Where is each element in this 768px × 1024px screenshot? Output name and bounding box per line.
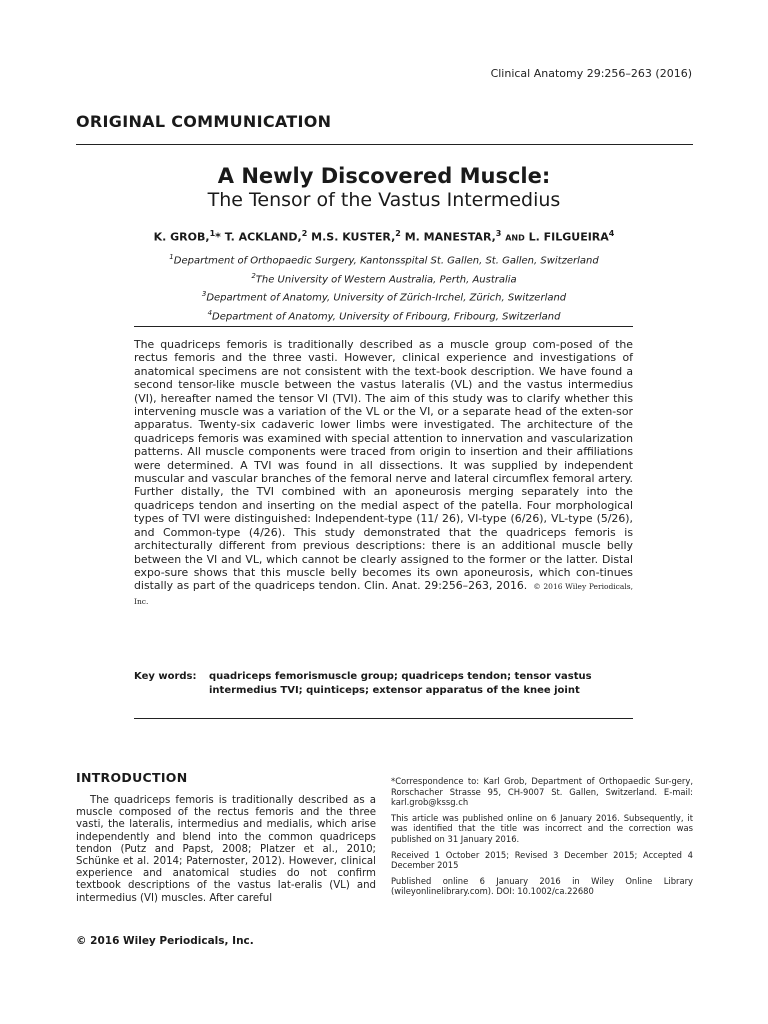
affiliation-text: Department of Anatomy, University of Zürich-Irchel, Zürich, Switzerland <box>206 292 567 304</box>
affiliation-text: Department of Orthopaedic Surgery, Kantonsspital St. Gallen, St. Gallen, Switzerland <box>173 255 599 267</box>
page-copyright: © 2016 Wiley Periodicals, Inc. <box>76 935 254 947</box>
author-name: L. FILGUEIRA <box>528 230 609 244</box>
affiliation <box>0 287 768 306</box>
dates-note: Received 1 October 2015; Revised 3 December 2015; Accepted 4 December 2015 <box>391 849 693 871</box>
article-title: A Newly Discovered Muscle: <box>217 164 551 188</box>
affiliation-number: 3 <box>201 290 207 299</box>
abstract <box>134 338 633 608</box>
correction-note: This article was published online on 6 January 2016. Subsequently, it was identified that the title was incorrect and the correction was published on 31 January 2016. <box>391 812 693 844</box>
journal-reference: Clinical Anatomy 29:256–263 (2016) <box>490 67 692 80</box>
publication-note: Published online 6 January 2016 in Wiley Online Library (wileyonlinelibrary.com). DOI: 10.1002/ca.22680 <box>391 875 693 897</box>
abstract-top-divider <box>134 326 633 327</box>
footnotes <box>391 776 693 902</box>
keywords-label: Key words: <box>134 671 197 682</box>
affiliation <box>0 269 768 288</box>
abstract-bottom-divider <box>134 718 633 719</box>
affiliation-number: 2 <box>251 271 256 280</box>
author-name: AND <box>505 233 525 243</box>
author-affiliation-marker: 2 <box>301 229 308 238</box>
affiliation-number: 1 <box>169 253 174 261</box>
abstract-text: The quadriceps femoris is traditionally described as a muscle group com-posed of the rectus femoris and the three vasti. However, clinical experience and investigations of anatomical specimens are not consistent with the text-book description. We have found a second tensor-like muscle between the vastus lateralis (VL) and the vastus intermedius (VI), hereafter named the tensor VI (TVI). The aim of this study was to clarify whether this intervening muscle was a variation of the VL or the VI, or a separate head of the exten-sor apparatus. Twenty-six cadaveric lower limbs were investigated. The architecture of the quadriceps femoris was examined with special attention to innervation and vascularization patterns. All muscle components were traced from origin to insertion and their affiliations were determined. A TVI was found in all dissections. It was supplied by independent muscular and vascular branches of the femoral nerve and lateral circumflex femoral artery. Further distally, the TVI combined with an aponeurosis merging separately into the quadriceps tendon and inserting on the medial aspect of the patella. Four morphological types of TVI were distinguished: Independent-type (11/ 26), VI-type (6/26), VL-type (5/26), and Common-type (4/26). This study demonstrated that the quadriceps femoris is architecturally different from previous descriptions: there is an additional muscle belly between the VI and VL, which cannot be clearly assigned to the former or the latter. Distal expo-sure shows that this muscle belly becomes its own aponeurosis, which con-tinues distally as part of the quadriceps tendon. Clin. Anat. 29:256–263, 2016. <box>134 338 633 593</box>
author-name: K. GROB, <box>153 230 210 244</box>
introduction-heading: INTRODUCTION <box>76 770 188 785</box>
section-label: ORIGINAL COMMUNICATION <box>76 112 332 131</box>
author-affiliation-marker: 4 <box>608 229 615 238</box>
keywords <box>134 670 633 698</box>
author-name: M. MANESTAR, <box>404 230 496 244</box>
header-divider <box>76 144 693 145</box>
author-affiliation-marker: 3 <box>495 229 502 238</box>
affiliation-list <box>0 250 768 324</box>
introduction-text: The quadriceps femoris is traditionally described as a muscle composed of the rectus femoris and the three vasti, the lateralis, intermedius and medialis, which arise independently and blend into the common quadriceps tendon (Putz and Papst, 2008; Platzer et al., 2010; Schünke et al. 2014; Paternoster, 2012). However, clinical experience and anatomical studies do not confirm textbook descriptions of the vastus lat-eralis (VL) and intermedius (VI) muscles. After careful <box>76 795 376 904</box>
author-affiliation-marker: 1 <box>209 229 216 238</box>
author-name: M.S. KUSTER, <box>311 230 396 244</box>
affiliation-text: The University of Western Australia, Perth, Australia <box>255 273 517 285</box>
keywords-text: quadriceps femorismuscle group; quadriceps tendon; tensor vastus intermedius TVI; quinticeps; extensor apparatus of the knee joint <box>209 671 592 696</box>
abstract-copyright: © 2016 Wiley Periodicals, Inc. <box>134 582 633 606</box>
correspondence-note: *Correspondence to: Karl Grob, Department of Orthopaedic Sur-gery, Rorschacher Strasse 95, CH-9007 St. Gallen, Switzerland. E-mail: karl.grob@kssg.ch <box>391 776 693 808</box>
author-name: T. ACKLAND, <box>224 230 302 244</box>
affiliation-text: Department of Anatomy, University of Fribourg, Fribourg, Switzerland <box>212 310 561 322</box>
article-subtitle: The Tensor of the Vastus Intermedius <box>207 189 561 211</box>
affiliation <box>0 306 768 325</box>
author-affiliation-marker: 2 <box>395 229 401 238</box>
affiliation <box>0 250 768 269</box>
affiliation-number: 4 <box>207 308 213 317</box>
author-list: K. GROB,$^1$* T. ACKLAND,$^2$ M.S. KUSTER,$^2$ M. MANESTAR,$^3$ AND L. FILGUEIRA$^4$ <box>153 229 615 244</box>
